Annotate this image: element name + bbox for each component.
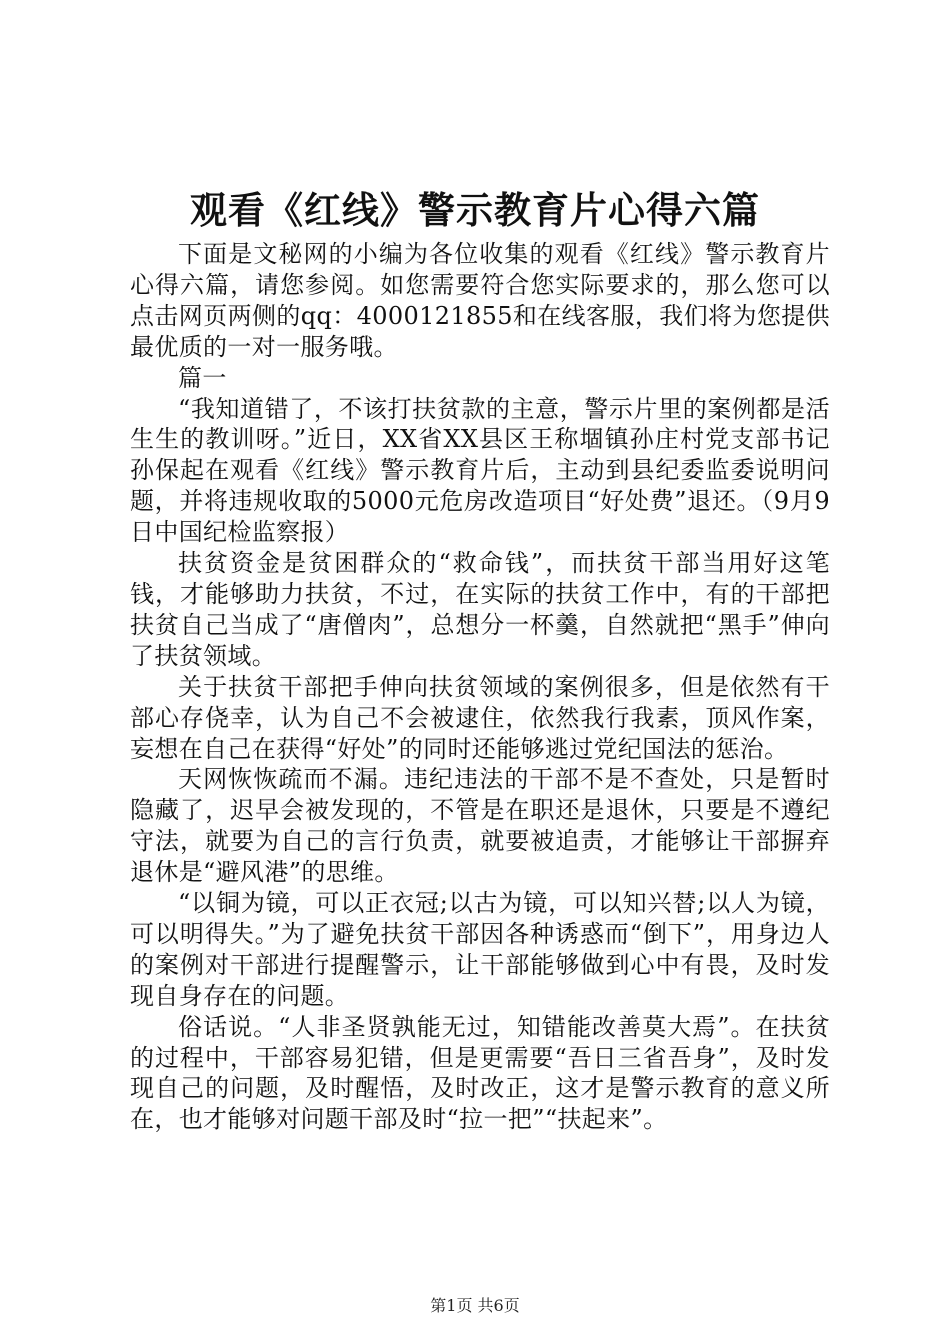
body-paragraph: 扶贫资金是贫困群众的“救命钱”，而扶贫干部当用好这笔钱，才能够助力扶贫，不过，在实际的扶贫工作中，有的干部把扶贫自己当成了“唐僧肉”，总想分一杯羹，自然就把“黑手”伸向了扶贫领域。	[130, 549, 830, 670]
body-paragraph: “我知道错了，不该打扶贫款的主意，警示片里的案例都是活生生的教训呀。”近日，XX省XX县区王称堌镇孙庄村党支部书记孙保起在观看《红线》警示教育片后，主动到县纪委监委说明问题，并将违规收取的5000元危房改造项目“好处费”退还。（9月9日中国纪检监察报）	[130, 394, 830, 547]
body-paragraph: 关于扶贫干部把手伸向扶贫领域的案例很多，但是依然有干部心存侥幸，认为自己不会被逮住，依然我行我素，顶风作案，妄想在自己在获得“好处”的同时还能够逃过党纪国法的惩治。	[130, 672, 830, 763]
body-paragraph: 俗话说。“人非圣贤孰能无过，知错能改善莫大焉”。在扶贫的过程中，干部容易犯错，但是更需要“吾日三省吾身”，及时发现自己的问题，及时醒悟，及时改正，这才是警示教育的意义所在，也才能够对问题干部及时“拉一把”“扶起来”。	[130, 1012, 830, 1134]
section-heading: 篇一	[178, 363, 227, 392]
document-title: 观看《红线》警示教育片心得六篇	[190, 188, 760, 232]
intro-paragraph: 下面是文秘网的小编为各位收集的观看《红线》警示教育片心得六篇，请您参阅。如您需要符合您实际要求的，那么您可以点击网页两侧的qq：4000121855和在线客服，我们将为您提供最优质的一对一服务哦。	[130, 240, 830, 361]
body-paragraph: “以铜为镜，可以正衣冠;以古为镜，可以知兴替;以人为镜，可以明得失。”为了避免扶贫干部因各种诱惑而“倒下”，用身边人的案例对干部进行提醒警示，让干部能够做到心中有畏，及时发现自身存在的问题。	[130, 889, 830, 1010]
document-body	[130, 239, 830, 1135]
page-number-footer: 第1页 共6页	[430, 1296, 520, 1315]
body-paragraph: 天网恢恢疏而不漏。违纪违法的干部不是不查处，只是暂时隐藏了，迟早会被发现的，不管是在职还是退休，只要是不遵纪守法，就要为自己的言行负责，就要被追责，才能够让干部摒弃退休是“避风港”的思维。	[130, 765, 830, 887]
